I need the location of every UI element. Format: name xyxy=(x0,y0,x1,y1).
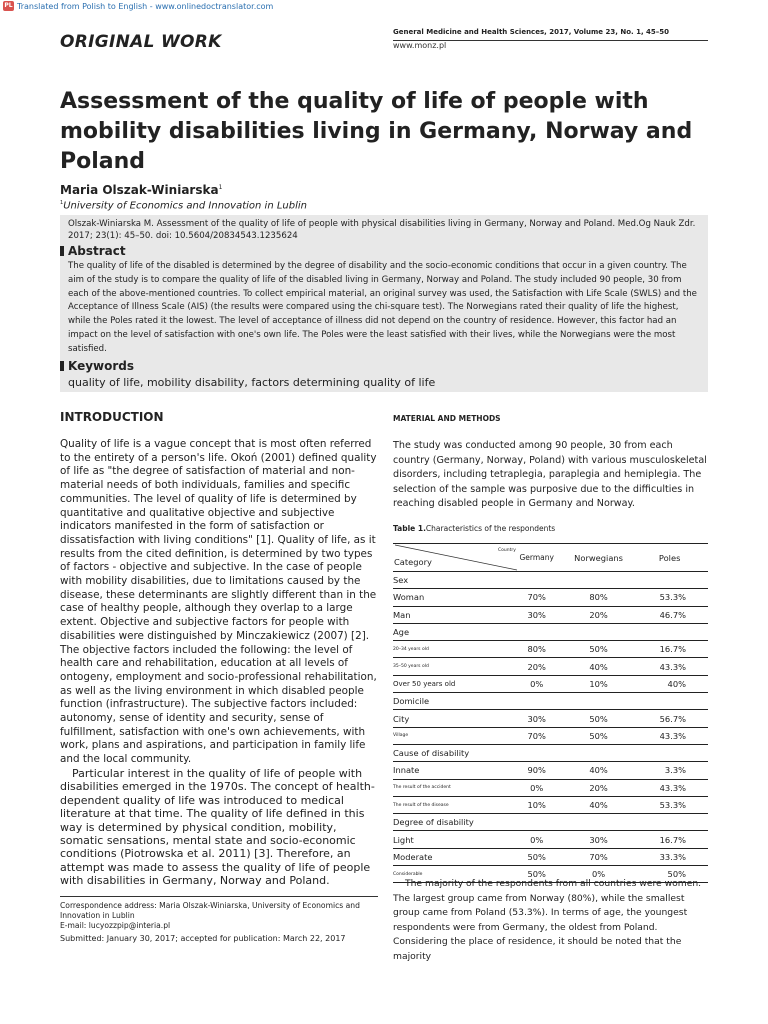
journal-url[interactable]: www.monz.pl xyxy=(393,41,447,50)
table-group-label: Cause of disability xyxy=(393,744,708,761)
header-country-label: Country xyxy=(498,548,516,553)
table-row xyxy=(393,606,708,623)
table-group-row xyxy=(393,693,708,710)
table-row-label: Moderate xyxy=(393,848,508,865)
norwegians-value: 80% xyxy=(566,589,631,606)
table-row-label: Considerable xyxy=(393,866,508,883)
table-row xyxy=(393,675,708,692)
poles-value: 40% xyxy=(631,675,708,692)
keywords-heading xyxy=(60,359,134,373)
table-row-label: 20–34 years old xyxy=(393,641,508,658)
germany-value: 80% xyxy=(508,641,566,658)
germany-value: 50% xyxy=(508,866,566,883)
table-row-label: Woman xyxy=(393,589,508,606)
table-header-row xyxy=(393,544,708,572)
germany-value: 10% xyxy=(508,796,566,813)
table-row-label: Man xyxy=(393,606,508,623)
germany-value: 70% xyxy=(508,727,566,744)
table-row xyxy=(393,831,708,848)
results-paragraph: The majority of the respondents from all countries were women. The largest group came from Norway (80%), while the smallest group came from Poland (53.3%). In terms of age, the youngest respondents were from Germany, the oldest from Poland. Considering the place of residence, it should be noted that the majority xyxy=(393,878,702,962)
table-row-label: Village xyxy=(393,727,508,744)
poles-value: 50% xyxy=(631,866,708,883)
author-name: Maria Olszak-Winiarska$^1$ xyxy=(60,183,223,197)
poles-value: 43.3% xyxy=(631,727,708,744)
norwegians-value: 20% xyxy=(566,779,631,796)
table-row xyxy=(393,727,708,744)
poles-value: 16.7% xyxy=(631,831,708,848)
table-row-label: Light xyxy=(393,831,508,848)
germany-value: 70% xyxy=(508,589,566,606)
norwegians-value: 50% xyxy=(566,710,631,727)
introduction-body xyxy=(60,438,378,888)
norwegians-value: 20% xyxy=(566,606,631,623)
results-text xyxy=(393,877,708,965)
table-row-label: The result of the accident xyxy=(393,779,508,796)
table-group-row xyxy=(393,744,708,761)
table-group-label: Domicile xyxy=(393,693,708,710)
header-poles: Poles xyxy=(631,544,708,572)
translate-icon: PL xyxy=(4,2,13,9)
affiliation: $^1$University of Economics and Innovation in Lublin xyxy=(60,200,307,212)
header-category-label: Category xyxy=(394,557,432,567)
table-row-label: Over 50 years old xyxy=(393,675,508,692)
poles-value: 43.3% xyxy=(631,779,708,796)
footnote xyxy=(60,901,378,932)
submission-dates: Submitted: January 30, 2017; accepted for publication: March 22, 2017 xyxy=(60,934,346,943)
table-row xyxy=(393,710,708,727)
table-row xyxy=(393,779,708,796)
table-row-label: Innate xyxy=(393,762,508,779)
methods-heading: MATERIAL AND METHODS xyxy=(393,414,501,423)
keywords-text: quality of life, mobility disability, factors determining quality of life xyxy=(68,376,436,389)
poles-value: 43.3% xyxy=(631,658,708,675)
header-germany: Germany xyxy=(508,544,566,572)
abstract-heading-text: Abstract xyxy=(68,244,126,258)
table-row-label: City xyxy=(393,710,508,727)
poles-value: 53.3% xyxy=(631,796,708,813)
germany-value: 30% xyxy=(508,606,566,623)
introduction-paragraph-1: Quality of life is a vague concept that is most often referred to the entirety of a person's life. Okoń (2001) defined quality of life as "the degree of satisfaction of material and non-material needs of both individuals, families and specific communities. The level of quality of life is determined by quantitative and qualitative objective and subjective indicators manifested in the form of satisfaction or dissatisfaction with living conditions" [1]. Quality of life, as it results from the cited definition, is determined by two types of factors - objective and subjective. In the case of people with mobility disabilities, due to limitations caused by the disease, these determinants are slightly different than in the case of healthy people, although they overlap to a large extent. Objective and subjective factors for people with disabilities were distinguished by Minczakiewicz (2007) [2]. The objective factors included the following: the level of health care and rehabilitation, education at all levels of ontogeny, employment and socio-professional rehabilitation, as well as the living environment in which disabled people function (infrastructure). The subjective factors included: autonomy, sense of identity and security, sense of fulfillment, satisfaction with one's own achievements, with work, plans and aspirations, and participation in family life and the local community. xyxy=(60,438,377,766)
table-row-label: 35–50 years old xyxy=(393,658,508,675)
poles-value: 3.3% xyxy=(631,762,708,779)
poles-value: 16.7% xyxy=(631,641,708,658)
heading-bar-icon xyxy=(60,361,64,371)
poles-value: 46.7% xyxy=(631,606,708,623)
norwegians-value: 10% xyxy=(566,675,631,692)
article-title: Assessment of the quality of life of people with mobility disabilities living in Germany, Norway and Poland xyxy=(60,89,693,174)
table-row xyxy=(393,589,708,606)
germany-value: 30% xyxy=(508,710,566,727)
table-group-row xyxy=(393,814,708,831)
norwegians-value: 40% xyxy=(566,658,631,675)
table-row xyxy=(393,796,708,813)
germany-value: 0% xyxy=(508,675,566,692)
germany-value: 0% xyxy=(508,779,566,796)
norwegians-value: 0% xyxy=(566,866,631,883)
journal-info: General Medicine and Health Sciences, 2017, Volume 23, No. 1, 45–50 xyxy=(393,28,670,36)
norwegians-value: 50% xyxy=(566,727,631,744)
respondents-table xyxy=(393,543,708,883)
poles-value: 33.3% xyxy=(631,848,708,865)
table-caption: Table 1.Characteristics of the respondents xyxy=(393,524,556,533)
affiliation-mark: 1 xyxy=(60,200,64,206)
table-group-row xyxy=(393,623,708,640)
header-category-cell xyxy=(393,544,516,572)
germany-value: 20% xyxy=(508,658,566,675)
germany-value: 90% xyxy=(508,762,566,779)
translator-banner-text[interactable]: Translated from Polish to English - www.onlinedoctranslator.com xyxy=(17,1,274,11)
table-group-label: Sex xyxy=(393,572,708,589)
table-row xyxy=(393,641,708,658)
abstract-text: The quality of life of the disabled is determined by the degree of disability and the socio-economic conditions that occur in a given country. The aim of the study is to compare the quality of life of the disabled living in Germany, Norway and Poland. The study included 90 people, 30 from each of the above-mentioned countries. To collect empirical material, an original survey was used, the Satisfaction with Life Scale (SWLS) and the Acceptance of Illness Scale (AIS) (the results were compared using the chi-square test). The Norwegians rated their quality of life the highest, while the Poles rated it the lowest. The level of acceptance of illness did not depend on the country of residence. However, this factor had an impact on the level of satisfaction with one's own life. The Poles were the least satisfied with their lives, while the Norwegians were the most satisfied. xyxy=(68,261,697,354)
table-row xyxy=(393,762,708,779)
table-row xyxy=(393,848,708,865)
section-label: ORIGINAL WORK xyxy=(60,32,222,52)
poles-value: 53.3% xyxy=(631,589,708,606)
heading-bar-icon xyxy=(60,246,64,256)
author-mark: 1 xyxy=(218,184,223,191)
norwegians-value: 40% xyxy=(566,796,631,813)
abstract-heading xyxy=(60,244,126,258)
introduction-paragraph-2: Particular interest in the quality of life of people with disabilities emerged in the 1970s. The concept of health-dependent quality of life was introduced to medical literature at that time. The quality of life defined in this way is determined by physical condition, mobility, somatic sensations, mental state and socio-economic conditions (Piotrowska et al. 2011) [3]. Therefore, an attempt was made to assess the quality of life of people with disabilities in Germany, Norway and Poland. xyxy=(60,766,375,888)
norwegians-value: 40% xyxy=(566,762,631,779)
citation: Olszak-Winiarska M. Assessment of the quality of life of people with physical disabilities living in Germany, Norway and Poland. Med.Og Nauk Zdr. 2017; 23(1): 45–50. doi: 10.5604/20834543.1235624 xyxy=(68,219,696,241)
correspondence-email: E-mail: lucyozzpip@interia.pl xyxy=(60,921,171,931)
norwegians-value: 70% xyxy=(566,848,631,865)
keywords-heading-text: Keywords xyxy=(68,359,135,373)
table-group-row xyxy=(393,572,708,589)
table-group-label: Age xyxy=(393,623,708,640)
translator-banner[interactable] xyxy=(0,0,273,12)
table-row xyxy=(393,658,708,675)
footnote-divider xyxy=(60,896,378,897)
norwegians-value: 30% xyxy=(566,831,631,848)
header-norwegians: Norwegians xyxy=(566,544,631,572)
germany-value: 0% xyxy=(508,831,566,848)
table-group-label: Degree of disability xyxy=(393,814,708,831)
correspondence-address: Correspondence address: Maria Olszak-Winiarska, University of Economics and Innovation in Lublin xyxy=(60,901,360,921)
norwegians-value: 50% xyxy=(566,641,631,658)
introduction-heading: INTRODUCTION xyxy=(60,410,164,424)
germany-value: 50% xyxy=(508,848,566,865)
table-row-label: The result of the disease xyxy=(393,796,508,813)
methods-text: The study was conducted among 90 people, 30 from each country (Germany, Norway, Poland) with various musculoskeletal disorders, including tetraplegia, paraplegia and hemiplegia. The selection of the sample was purposive due to the difficulties in reaching disabled people in Germany and Norway. xyxy=(393,440,707,509)
poles-value: 56.7% xyxy=(631,710,708,727)
